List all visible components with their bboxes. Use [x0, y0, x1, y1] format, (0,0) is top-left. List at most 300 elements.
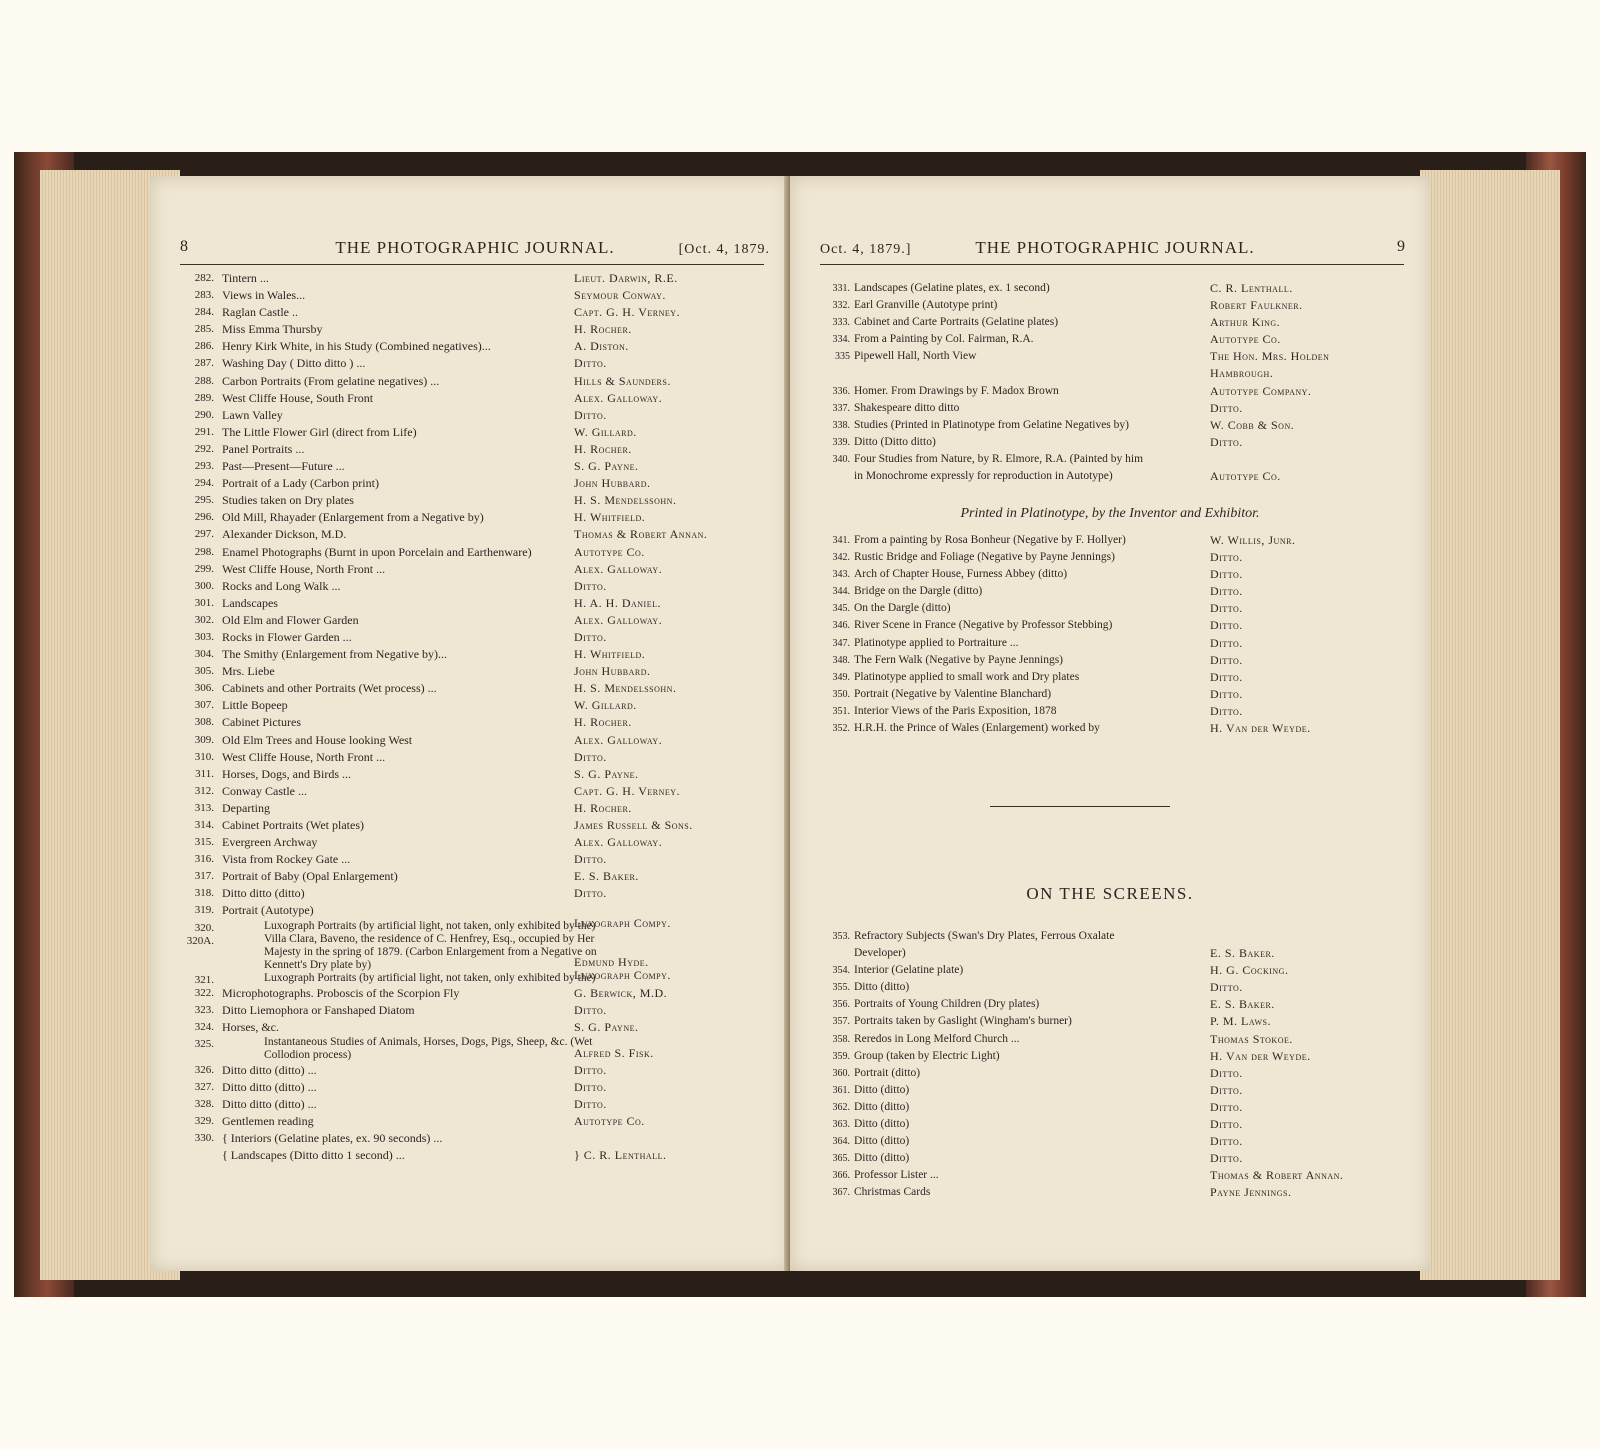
entry-number: 326. — [194, 1063, 214, 1076]
entry-number: 344. — [832, 586, 850, 598]
entry-title: Platinotype applied to Portraiture ... — [854, 636, 1019, 649]
entry-title: Vista from Rockey Gate ... — [222, 852, 351, 867]
entry-title: Platinotype applied to small work and Dry plates — [854, 670, 1080, 683]
entry-exhibitor: C. R. Lenthall. — [1210, 281, 1293, 295]
entry-exhibitor: Ditto. — [574, 1097, 607, 1112]
entry-title: Ditto (ditto) — [854, 1152, 910, 1165]
list-item — [180, 441, 764, 458]
list-item — [180, 885, 764, 902]
platinotype-entry-list — [820, 532, 1404, 737]
list-item — [180, 1062, 764, 1079]
entry-number: 364. — [832, 1136, 850, 1148]
list-item — [820, 1048, 1404, 1065]
entry-number: 293. — [194, 460, 214, 473]
entry-title: Portrait (Autotype) — [222, 903, 314, 918]
entry-number: 336. — [832, 385, 850, 397]
list-item — [820, 669, 1404, 686]
journal-title: THE PHOTOGRAPHIC JOURNAL. — [335, 238, 615, 257]
entry-number: 362. — [832, 1101, 850, 1113]
entry-number: 305. — [194, 665, 214, 678]
entry-title: Departing — [222, 800, 270, 815]
list-item — [180, 783, 764, 800]
entry-title: West Cliffe House, North Front ... — [222, 749, 386, 764]
header-rule — [180, 264, 764, 265]
entry-exhibitor: Ditto. — [574, 749, 607, 764]
entry-number: 338. — [832, 419, 850, 431]
right-page — [790, 176, 1430, 1271]
entry-exhibitor: Ditto. — [1210, 584, 1243, 599]
entry-title: Bridge on the Dargle (ditto) — [854, 585, 983, 598]
list-item — [820, 451, 1404, 468]
entry-number: 312. — [194, 784, 214, 797]
entry-title: Pipewell Hall, North View — [854, 350, 977, 363]
list-item — [180, 749, 764, 766]
list-item — [180, 834, 764, 851]
entry-title: Developer) — [854, 947, 906, 960]
list-item — [180, 697, 764, 714]
entry-number: 292. — [194, 442, 214, 455]
entry-number: 345. — [832, 603, 850, 615]
entry-exhibitor: Ditto. — [1210, 686, 1243, 701]
entry-title: Ditto (ditto) — [854, 1135, 910, 1148]
list-item — [820, 1013, 1404, 1030]
entry-exhibitor: Hills & Saunders. — [574, 373, 671, 388]
entry-exhibitor: Ditto. — [574, 886, 607, 901]
entry-exhibitor: Alex. Galloway. — [574, 390, 663, 405]
entry-exhibitor: Ditto. — [1210, 635, 1243, 650]
entry-exhibitor: W. Gillard. — [574, 698, 637, 713]
entry-exhibitor: Arthur King. — [1210, 315, 1281, 330]
entry-number: 287. — [194, 357, 214, 370]
entry-exhibitor: H. Van der Weyde. — [1210, 1048, 1311, 1063]
entry-exhibitor: Ditto. — [1210, 1134, 1243, 1149]
entry-exhibitor: } C. R. Lenthall. — [574, 1148, 667, 1163]
entry-exhibitor: H. S. Mendelssohn. — [574, 493, 677, 508]
entry-number: 319. — [194, 904, 214, 917]
entry-exhibitor: James Russell & Sons. — [574, 818, 693, 832]
entry-number: 357. — [832, 1016, 850, 1028]
entry-title: Ditto ditto (ditto) ... — [222, 1062, 317, 1077]
entry-title: Ditto ditto (ditto) ... — [222, 1079, 317, 1094]
list-item — [180, 612, 764, 629]
entry-number: 366. — [832, 1170, 850, 1182]
left-page — [150, 176, 790, 1271]
entry-exhibitor: Hambrough. — [1210, 366, 1274, 381]
list-item — [820, 417, 1404, 434]
entry-title: Portrait of a Lady (Carbon print) — [222, 476, 379, 491]
entry-number: 302. — [194, 613, 214, 626]
entry-exhibitor: H. A. H. Daniel. — [574, 595, 661, 610]
entry-title: Views in Wales... — [222, 288, 306, 303]
entry-exhibitor: Ditto. — [574, 356, 607, 371]
list-item — [820, 314, 1404, 331]
list-item — [180, 851, 764, 868]
entry-exhibitor: Robert Faulkner. — [1210, 298, 1303, 313]
entry-number: 310. — [194, 750, 214, 763]
section-title: ON THE SCREENS. — [1026, 884, 1194, 903]
open-book — [14, 152, 1586, 1297]
entry-title: Ditto ditto (ditto) ... — [222, 1097, 317, 1112]
entry-number: 322. — [194, 986, 214, 999]
screen-entry-list — [820, 928, 1404, 1202]
entry-exhibitor: S. G. Payne. — [574, 1019, 639, 1034]
list-item — [820, 549, 1404, 566]
entry-exhibitor: Alex. Galloway. — [574, 612, 663, 627]
entry-number: 333. — [832, 317, 850, 329]
list-item — [820, 1150, 1404, 1167]
entry-number: 304. — [194, 648, 214, 661]
list-item — [820, 348, 1404, 365]
entry-number: 288. — [194, 374, 214, 387]
entry-exhibitor: E. S. Baker. — [1210, 946, 1275, 961]
entry-exhibitor: Ditto. — [1210, 1082, 1243, 1097]
entry-exhibitor: Ditto. — [574, 578, 607, 593]
list-item — [180, 902, 764, 919]
entry-number: 353. — [832, 931, 850, 942]
entry-exhibitor: S. G. Payne. — [574, 459, 639, 474]
entry-number: 317. — [194, 870, 214, 883]
list-item — [180, 355, 764, 372]
entry-number: 367. — [832, 1187, 850, 1199]
entry-title: Reredos in Long Melford Church ... — [854, 1032, 1020, 1045]
list-item — [820, 962, 1404, 979]
entry-exhibitor: Payne Jennings. — [1210, 1185, 1292, 1200]
entry-number: 360. — [832, 1067, 850, 1079]
list-item — [180, 732, 764, 749]
page-edges-right — [1420, 170, 1560, 1280]
entry-exhibitor: H. Rocher. — [574, 441, 632, 456]
list-item — [820, 600, 1404, 617]
entry-title: The Fern Walk (Negative by Payne Jennings) — [854, 653, 1064, 666]
entry-title: Lawn Valley — [222, 407, 283, 422]
entry-exhibitor: H. Whitfield. — [574, 510, 646, 525]
entry-number: 352. — [832, 723, 850, 735]
list-item — [180, 629, 764, 646]
entry-title: Ditto ditto (ditto) — [222, 886, 305, 901]
entry-number: 314. — [194, 819, 214, 831]
entry-title: Ditto (ditto) — [854, 981, 910, 994]
list-item — [820, 996, 1404, 1013]
entry-number: 296. — [194, 511, 214, 524]
entry-number: 301. — [194, 596, 214, 609]
entry-title: Portrait (ditto) — [854, 1066, 921, 1079]
list-item — [820, 434, 1404, 451]
list-item — [180, 1036, 764, 1062]
list-item — [180, 968, 764, 986]
entry-title: The Smithy (Enlargement from Negative by)... — [222, 647, 448, 662]
entry-title: Instantaneous Studies of Animals, Horses, Dogs, Pigs, Sheep, &c. (Wet Collodion process) — [264, 1035, 593, 1061]
entry-exhibitor: Ditto. — [1210, 1151, 1243, 1166]
list-item — [180, 1096, 764, 1113]
entry-exhibitor: Autotype Co. — [1210, 469, 1281, 484]
entry-number: 285. — [194, 323, 214, 336]
list-item — [820, 1133, 1404, 1150]
entry-title: Luxograph Portraits (by artificial light, not taken, only exhibited by the) — [264, 971, 596, 984]
entry-number: 299. — [194, 562, 214, 575]
list-item — [820, 297, 1404, 314]
list-item — [820, 280, 1404, 297]
entry-title: Cabinet Portraits (Wet plates) — [222, 818, 364, 832]
entry-title: Cabinets and other Portraits (Wet process) ... — [222, 681, 437, 696]
list-item — [820, 1082, 1404, 1099]
issue-date: Oct. 4, 1879.] — [820, 242, 912, 257]
entry-exhibitor: Capt. G. H. Verney. — [574, 305, 681, 320]
list-item — [180, 916, 764, 934]
list-item — [820, 720, 1404, 737]
entry-number: 363. — [832, 1119, 850, 1131]
list-item — [820, 703, 1404, 720]
entry-title: Past—Present—Future ... — [222, 459, 345, 474]
entry-title: Washing Day ( Ditto ditto ) ... — [222, 356, 366, 371]
entry-exhibitor: H. Whitfield. — [574, 647, 646, 662]
list-item — [180, 868, 764, 885]
entry-number: 332. — [832, 300, 850, 312]
entry-exhibitor: Autotype Co. — [574, 1114, 645, 1129]
entry-title: Tintern ... — [222, 271, 269, 285]
issue-date: [Oct. 4, 1879. — [678, 242, 770, 257]
entry-number: 300. — [194, 579, 214, 592]
entry-number: 340. — [832, 453, 850, 465]
entry-number: 351. — [832, 705, 850, 717]
entry-exhibitor: Ditto. — [1210, 550, 1243, 565]
entry-exhibitor: Thomas & Robert Annan. — [1210, 1168, 1344, 1183]
entry-title: Raglan Castle .. — [222, 305, 298, 320]
journal-title: THE PHOTOGRAPHIC JOURNAL. — [975, 238, 1255, 257]
list-item — [180, 304, 764, 321]
list-item — [180, 561, 764, 578]
entry-number: 349. — [832, 671, 850, 683]
entry-exhibitor: Ditto. — [1210, 1065, 1243, 1080]
entry-number: 354. — [832, 965, 850, 977]
entry-number: 321. — [194, 973, 214, 986]
entry-number: 320A. — [186, 934, 214, 947]
entry-title: Ditto (Ditto ditto) — [854, 435, 936, 448]
entry-exhibitor: Seymour Conway. — [574, 288, 666, 303]
entry-number: 325. — [194, 1037, 214, 1050]
entry-exhibitor: S. G. Payne. — [574, 766, 639, 781]
entry-title: Enamel Photographs (Burnt in upon Porcelain and Earthenware) — [222, 544, 532, 559]
entry-exhibitor: Autotype Co. — [1210, 332, 1281, 347]
entry-exhibitor: Ditto. — [1210, 618, 1243, 633]
entry-title: Portraits taken by Gaslight (Wingham's burner) — [854, 1015, 1072, 1028]
entry-title: Four Studies from Nature, by R. Elmore, R.A. (Painted by him — [854, 452, 1144, 465]
entry-number: 316. — [194, 853, 214, 866]
list-item — [820, 1065, 1404, 1082]
entry-title: Portraits of Young Children (Dry plates) — [854, 998, 1040, 1011]
entry-number: 341. — [832, 535, 850, 546]
entry-exhibitor: The Hon. Mrs. Holden — [1210, 349, 1330, 364]
list-item — [180, 800, 764, 817]
entry-title: Evergreen Archway — [222, 835, 318, 850]
entry-number: 308. — [194, 716, 214, 729]
entry-exhibitor: H. G. Cocking. — [1210, 963, 1289, 978]
entry-number: 348. — [832, 654, 850, 666]
list-item — [180, 1130, 764, 1147]
entry-number: 303. — [194, 630, 214, 643]
list-item — [180, 985, 764, 1002]
entry-number: 334. — [832, 334, 850, 346]
entry-number: 342. — [832, 552, 850, 564]
page-number: 9 — [1397, 238, 1406, 255]
list-item — [820, 583, 1404, 600]
entry-number: 356. — [832, 999, 850, 1011]
list-item — [180, 714, 764, 731]
entry-number: 328. — [194, 1098, 214, 1111]
entry-exhibitor: Ditto. — [1210, 980, 1243, 995]
entry-exhibitor: Alfred S. Fisk. — [574, 1045, 654, 1060]
header-rule — [820, 264, 1404, 265]
entry-exhibitor: Ditto. — [1210, 434, 1243, 449]
entry-exhibitor: H. Rocher. — [574, 800, 632, 815]
list-item — [180, 373, 764, 390]
entry-number: 337. — [832, 402, 850, 414]
entry-title: in Monochrome expressly for reproduction in Autotype) — [854, 470, 1113, 483]
list-item — [820, 1184, 1404, 1201]
entry-number: 365. — [832, 1153, 850, 1165]
entry-exhibitor: Capt. G. H. Verney. — [574, 783, 681, 798]
list-item — [820, 928, 1404, 945]
entry-exhibitor: John Hubbard. — [574, 664, 651, 679]
entry-exhibitor: Ditto. — [574, 852, 607, 867]
entry-exhibitor: Ditto. — [1210, 1099, 1243, 1114]
entry-exhibitor: Ditto. — [1210, 567, 1243, 582]
list-item — [820, 635, 1404, 652]
list-item — [180, 680, 764, 697]
entry-title: Old Elm Trees and House looking West — [222, 732, 413, 747]
entry-number: 315. — [194, 836, 214, 849]
list-item — [820, 383, 1404, 400]
entry-number: 358. — [832, 1033, 850, 1045]
entry-exhibitor: Luxograph Compy. — [574, 916, 671, 931]
entry-number: 361. — [832, 1084, 850, 1096]
entry-number: 320. — [194, 921, 214, 934]
entry-title: Christmas Cards — [854, 1186, 931, 1199]
entry-list — [180, 270, 764, 1164]
entry-title: Little Bopeep — [222, 698, 288, 713]
left-page-header — [180, 234, 770, 264]
list-item — [820, 566, 1404, 583]
entry-title: Luxograph Portraits (by artificial light, not taken, only exhibited by the) — [264, 919, 596, 932]
entry-number: 323. — [194, 1003, 214, 1016]
list-item — [180, 390, 764, 407]
list-item — [180, 933, 764, 972]
entry-exhibitor: H. Rocher. — [574, 715, 632, 730]
right-page-header — [820, 234, 1410, 264]
entry-title: Professor Lister ... — [854, 1169, 939, 1182]
list-item — [820, 532, 1404, 549]
list-item — [820, 686, 1404, 703]
list-item — [180, 1019, 764, 1036]
list-item — [180, 475, 764, 492]
entry-title: Microphotographs. Proboscis of the Scorpion Fly — [222, 985, 460, 1000]
entry-title: River Scene in France (Negative by Professor Stebbing) — [854, 619, 1113, 632]
list-item — [820, 468, 1404, 485]
entry-title: Landscapes — [222, 595, 278, 610]
entry-title: The Little Flower Girl (direct from Life) — [222, 424, 417, 439]
entry-title: Carbon Portraits (From gelatine negatives) ... — [222, 373, 440, 388]
entry-number: 318. — [194, 887, 214, 900]
entry-title: Landscapes (Gelatine plates, ex. 1 second) — [854, 282, 1050, 294]
entry-number: 291. — [194, 425, 214, 438]
entry-number: 324. — [194, 1020, 214, 1033]
entry-number: 282. — [194, 272, 214, 284]
entry-number: 286. — [194, 340, 214, 353]
platinotype-subheading: Printed in Platinotype, by the Inventor and Exhibitor. — [960, 506, 1260, 521]
entry-title: { Landscapes (Ditto ditto 1 second) ... — [222, 1148, 405, 1163]
list-item — [180, 663, 764, 680]
entry-title: From a painting by Rosa Bonheur (Negative by F. Hollyer) — [854, 534, 1126, 546]
entry-title: Portrait of Baby (Opal Enlargement) — [222, 869, 398, 884]
entry-title: Refractory Subjects (Swan's Dry Plates, Ferrous Oxalate — [854, 930, 1115, 942]
entry-exhibitor: Ditto. — [574, 1002, 607, 1017]
entry-number: 327. — [194, 1080, 214, 1093]
entry-exhibitor: Ditto. — [574, 1079, 607, 1094]
entry-title: Conway Castle ... — [222, 783, 307, 798]
list-item — [180, 1147, 764, 1164]
list-item — [180, 766, 764, 783]
list-item — [820, 331, 1404, 348]
entry-title: Shakespeare ditto ditto — [854, 401, 960, 414]
entry-title: Interior Views of the Paris Exposition, 1878 — [854, 704, 1057, 717]
list-item — [180, 424, 764, 441]
entry-exhibitor: W. Willis, Junr. — [1210, 533, 1296, 547]
entry-number: 339. — [832, 436, 850, 448]
entry-title: Interior (Gelatine plate) — [854, 964, 964, 977]
entry-title: Old Mill, Rhayader (Enlargement from a Negative by) — [222, 510, 484, 525]
entry-title: Henry Kirk White, in his Study (Combined negatives)... — [222, 339, 491, 354]
entry-exhibitor: E. S. Baker. — [574, 869, 639, 884]
entry-title: On the Dargle (ditto) — [854, 602, 951, 615]
entry-number: 309. — [194, 733, 214, 746]
entry-exhibitor: Ditto. — [574, 629, 607, 644]
entry-title: Rocks in Flower Garden ... — [222, 629, 352, 644]
list-item — [180, 492, 764, 509]
entry-exhibitor: Alex. Galloway. — [574, 732, 663, 747]
list-item — [180, 544, 764, 561]
entry-number: 347. — [832, 637, 850, 649]
list-item — [180, 407, 764, 424]
entry-exhibitor: Thomas Stokoe. — [1210, 1031, 1293, 1046]
entry-exhibitor: Ditto. — [1210, 400, 1243, 415]
list-item — [180, 509, 764, 526]
entry-title: Homer. From Drawings by F. Madox Brown — [854, 384, 1059, 397]
page-number: 8 — [180, 238, 189, 255]
entry-number: 298. — [194, 545, 214, 558]
list-item — [820, 1031, 1404, 1048]
entry-exhibitor: Ditto. — [574, 1062, 607, 1077]
list-item — [180, 526, 764, 543]
entry-title: Cabinet and Carte Portraits (Gelatine plates) — [854, 316, 1059, 329]
entry-title: Arch of Chapter House, Furness Abbey (ditto) — [854, 568, 1068, 581]
entry-title: Rocks and Long Walk ... — [222, 578, 341, 593]
list-item — [180, 1002, 764, 1019]
entry-number: 330. — [194, 1132, 214, 1145]
list-item — [820, 1099, 1404, 1116]
entry-number: 294. — [194, 477, 214, 490]
entry-exhibitor: G. Berwick, M.D. — [574, 985, 668, 1000]
entry-title: Mrs. Liebe — [222, 664, 275, 679]
entry-number: 355. — [832, 982, 850, 994]
entry-exhibitor: Luxograph Compy. — [574, 968, 671, 983]
list-item — [180, 578, 764, 595]
entry-exhibitor: H. S. Mendelssohn. — [574, 681, 677, 696]
entry-number: 295. — [194, 494, 214, 507]
entry-title: Panel Portraits ... — [222, 441, 305, 456]
entry-number: 350. — [832, 688, 850, 700]
entry-exhibitor: Ditto. — [574, 407, 607, 422]
list-item — [180, 1113, 764, 1130]
list-item — [180, 287, 764, 304]
